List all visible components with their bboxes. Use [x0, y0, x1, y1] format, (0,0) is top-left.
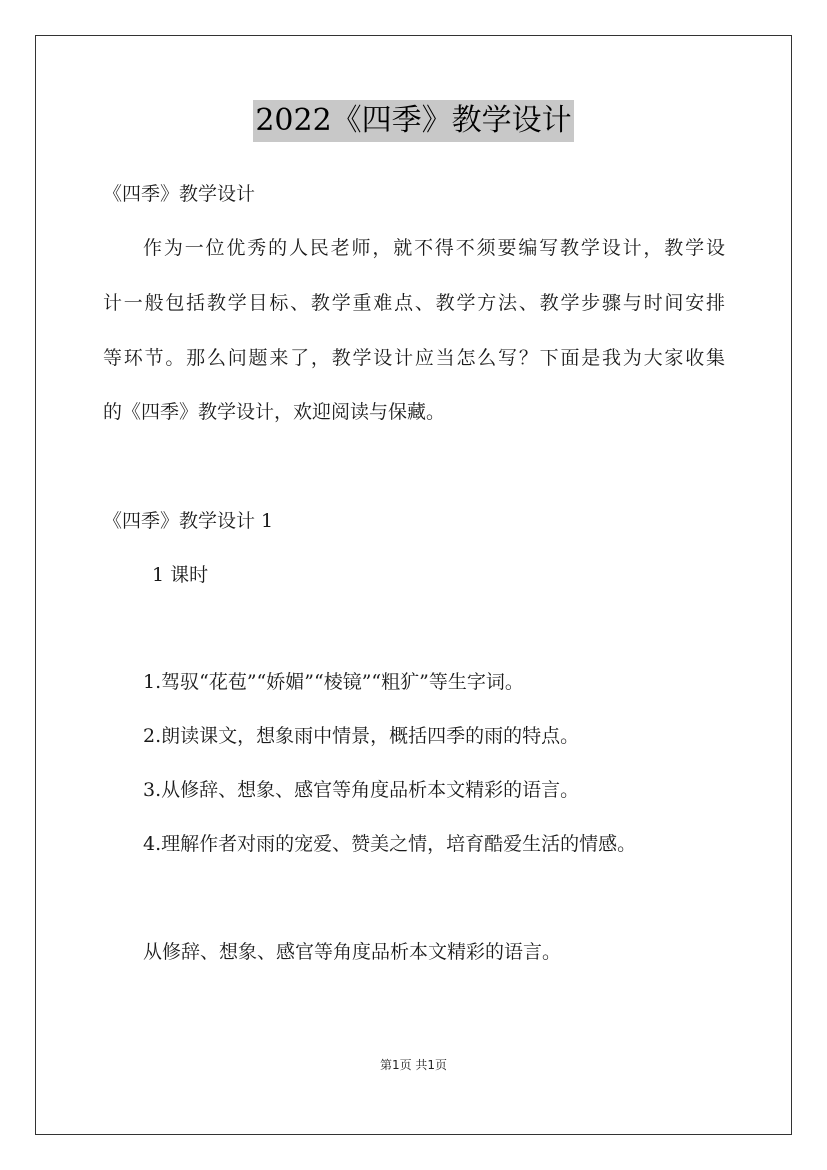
intro-line-2: 计一般包括教学目标、教学重难点、教学方法、教学步骤与时间安排	[103, 292, 725, 314]
objective-4: 4.理解作者对雨的宠爱、赞美之情，培育酷爱生活的情感。	[143, 833, 637, 855]
objective-2: 2.朗读课文，想象雨中情景，概括四季的雨的特点。	[143, 725, 580, 747]
subtitle: 《四季》教学设计	[103, 183, 256, 205]
intro-line-1: 作为一位优秀的人民老师，就不得不须要编写教学设计，教学设	[143, 237, 725, 259]
intro-line-4: 的《四季》教学设计，欢迎阅读与保藏。	[103, 401, 446, 423]
objective-3: 3.从修辞、想象、感官等角度品析本文精彩的语言。	[143, 779, 580, 801]
page-footer: 第1页 共1页	[379, 1058, 448, 1072]
objective-1: 1.驾驭“花苞”“娇媚”“棱镜”“粗犷”等生字词。	[143, 671, 524, 693]
lesson-hours: 1 课时	[152, 564, 209, 586]
title-container	[0, 100, 827, 142]
intro-line-3: 等环节。那么问题来了，教学设计应当怎么写？下面是我为大家收集	[103, 347, 725, 369]
key-point: 从修辞、想象、感官等角度品析本文精彩的语言。	[143, 941, 562, 963]
document-title: 2022《四季》教学设计	[253, 100, 573, 142]
section-heading: 《四季》教学设计 1	[103, 510, 274, 532]
